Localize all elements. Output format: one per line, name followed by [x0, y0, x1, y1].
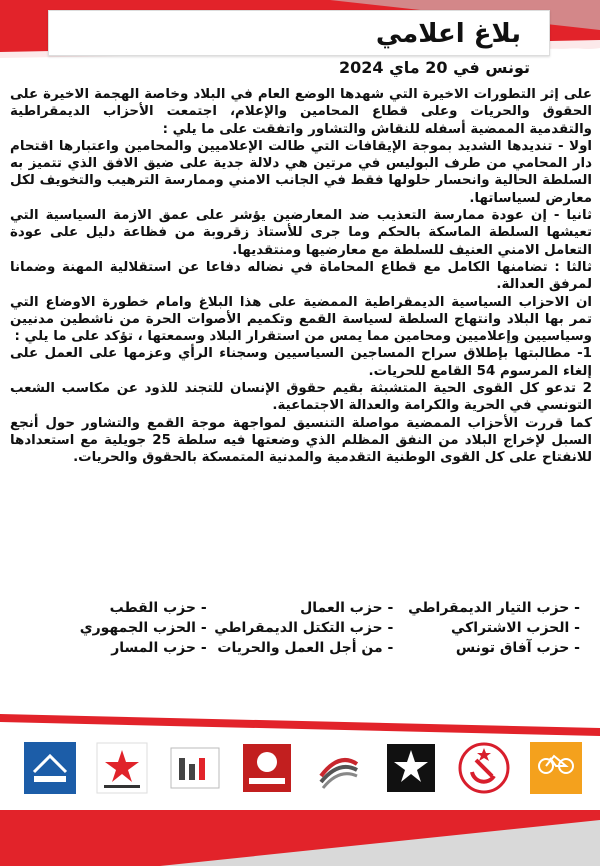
signatories-list — [20, 600, 580, 656]
paragraph: 1- مطالبتها بإطلاق سراح المساجين السياسيين وسجناء الرأي وعزمها على العمل على إلغاء المرسوم 54 القامع للحريات. — [10, 346, 592, 379]
joumhouri-logo — [241, 742, 293, 794]
qotb-logo — [385, 742, 437, 794]
signatory: - حزب العمال — [300, 600, 394, 616]
dateline: تونس في 20 ماي 2024 — [339, 58, 530, 77]
takattol-logo — [313, 742, 365, 794]
signatory: - حزب المسار — [111, 640, 207, 656]
paragraph: ان الاحزاب السياسية الديمقراطية الممضية على هذا البلاغ وامام خطورة الاوضاع التي تمر بها البلاد وانتهاج السلطة لسياسة القمع وتكميم الأصوات الحرة من ناشطين مدنيين وسياسيين وإعلاميين ومحامين مما يمس من استقرار البلاد وسمعتها ، تؤكد على ما يلي : — [10, 294, 592, 345]
paragraph: اولا - تنديدها الشديد بموجة الإيقافات التي طالت الإعلاميين والمحامين واعتبارها اقتحام دار المحامي من طرف البوليس في مرتين هي دلالة جدية على ضيق الافق الذي تتميز به السلطة الحالية وانحسار حلولها فقط في الجانب الامني وممارسة الترهيب والتخويف لكل معارض لسياساتها. — [10, 138, 592, 206]
signatory: - حزب القطب — [109, 600, 207, 616]
title-box — [48, 10, 550, 56]
page-title: بلاغ اعلامي — [375, 19, 521, 49]
statement-body — [10, 86, 592, 467]
paragraph: ثانيا - إن عودة ممارسة التعذيب ضد المعارضين يؤشر على عمق الازمة السياسية التي تعيشها السلطة الماسكة بالحكم وما جرى للأستاذ زقروبة من فظاعة دليل على عودة التعامل الامني العنيف للسلطة مع معارضيها ومنتقديها. — [10, 208, 592, 258]
signatory: - حزب التكتل الديمقراطي — [214, 620, 394, 636]
massar-logo — [24, 742, 76, 794]
signatory: - حزب التيار الديمقراطي — [408, 600, 580, 616]
attayar-logo — [530, 742, 582, 794]
ishtiraki-logo — [96, 742, 148, 794]
paragraph: ثالثا : تضامنها الكامل مع قطاع المحاماة في نضاله دفاعا عن استقلالية المهنة وضمانا لمرفق العدالة. — [10, 259, 592, 293]
party-logos — [24, 738, 582, 798]
signatory: - من أجل العمل والحريات — [217, 640, 394, 656]
hizb-ommal-logo — [458, 742, 510, 794]
paragraph: 2 تدعو كل القوى الحية المتشبثة بقيم حقوق الإنسان للتجند للذود عن مكاسب الشعب التونسي في الحرية والكرامة والعدالة الاجتماعية. — [10, 381, 592, 414]
signatory: - حزب آفاق تونس — [455, 640, 580, 656]
signatory: - الحزب الاشتراكي — [450, 620, 580, 636]
paragraph: على إثر التطورات الاخيرة التي شهدها الوضع العام في البلاد وخاصة الهجمة الاخيرة على الحقوق والحريات وعلى قطاع المحامين والإعلام، اجتمعت الأحزاب الديمقراطية والتقدمية الممضية أسفله للنقاش والتشاور واتفقت على ما يلي : — [10, 87, 592, 137]
signatory: - الحزب الجمهوري — [79, 620, 207, 636]
paragraph: كما قررت الأحزاب الممضية مواصلة التنسيق لمواجهة موجة القمع والتشاور حول أنجع السبل لإخراج البلاد من النفق المظلم الذي وضعتها فيه سلطة 25 جويلية مع استعدادها للانفتاح على كل القوى الوطنية التقدمية والمدنية المتمسكة بالحقوق والحريات. — [10, 415, 593, 466]
afek-logo — [169, 742, 221, 794]
